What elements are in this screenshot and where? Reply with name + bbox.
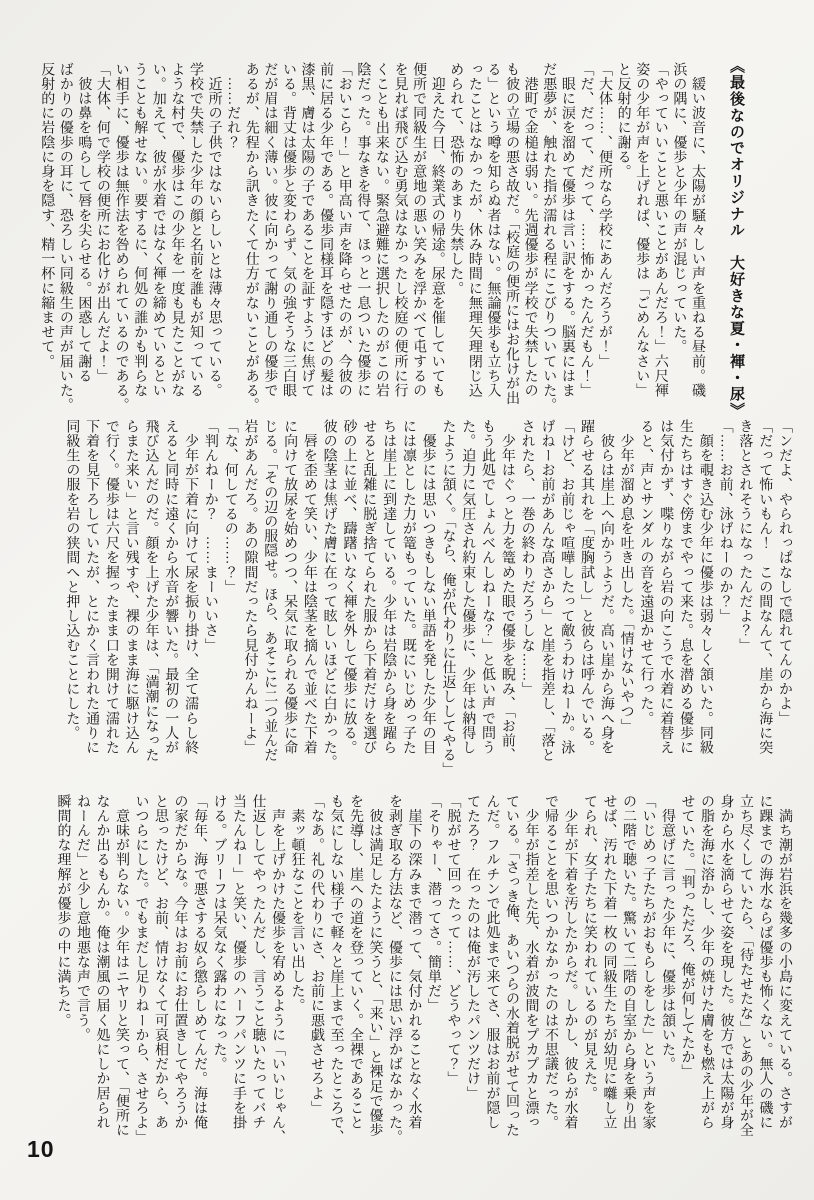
text-column: 飛び込んだのだ。顔を上げた少年は、「満潮になった [143, 419, 159, 763]
text-column: らまた来い」と言い残すや、裸のまま海に駆け込ん [123, 419, 139, 755]
text-column: ちは崖上に到達している。少年は岩陰から身を躍ら [381, 419, 397, 755]
text-column: 眼に涙を溜めて優歩は言い訳をする。脳裏にはま [559, 62, 575, 398]
text-column: に踝までの海水ならば優歩も怖くない。無人の磯に [757, 794, 773, 1130]
text-column: 立ち尽くしていたら、「待たせたな」とあの少年が全 [738, 794, 753, 1138]
text-column: ている。「さっき俺、あいつらの水着脱がせて回った [504, 794, 519, 1138]
text-column: 崖下の深みまで潜って、気付かれることなく水着 [406, 794, 422, 1130]
text-column: げねーお前があんな高さから」と崖を指差し、「落と [539, 419, 555, 763]
text-column: 「だ、だって、だって、……怖かったんだもん！」 [578, 62, 594, 398]
text-column: 「脱がせて回ったって……、どうやって？」 [445, 794, 461, 1086]
text-column: 「大体、何で学校の便所にお化けが出んだよ！」 [95, 62, 110, 384]
text-column: 意味が判らない。少年はニヤリと笑って、「便所に [114, 794, 129, 1138]
text-column: 「なあ。礼の代わりにさ、お前に悪戯させろよ」 [309, 794, 324, 1116]
text-column: 満ち潮が岩浜を幾多の小島に変えている。さすが [777, 794, 792, 1130]
text-column: 優歩には思いつきもしない単語を発した少年の目 [420, 419, 436, 755]
text-column: 身から水を滴らせて姿を現した。彼方では太陽が身 [718, 794, 734, 1130]
text-column: で行く。優歩は六尺を握ったまま口を開けて濡れた [103, 419, 119, 755]
text-column: 顔を覗き込む少年に優歩は弱々しく頷いた。同級 [697, 419, 713, 755]
text-column: の二階で聴いた。驚いて二階の自室から身を乗り出 [621, 794, 636, 1130]
text-column: 彼は満足したように笑うと、「来い」と裸足で優歩 [367, 794, 383, 1138]
text-column: の家だからな。今年はお前にお仕置きしてやろうか [172, 794, 188, 1130]
text-column: 「判んねーか？ ……まーいいさ」 [202, 419, 218, 653]
text-column: ような村で、優歩はこの少年を一度も見たことがな [169, 62, 185, 398]
text-column: もう此処でしょんべんしねーな？」と低い声で問う [480, 419, 496, 755]
text-column: ける。ブリーフは呆気なく露わになった。 [211, 794, 227, 1072]
text-column: められて、恐怖のあまり失禁した。 [448, 62, 464, 296]
text-column: の脂を海に溶かし、少年の焼けた膚をも燃え上がら [699, 794, 714, 1130]
text-column: 「けど、お前じゃ喧嘩したって敵うわけねーか。泳 [559, 419, 575, 755]
text-band-top [37, 62, 706, 413]
text-column: 反射的に岩陰に身を隠す、精一杯に縮ませて。 [39, 62, 55, 369]
text-column: てたろ？ 在ったのは俺が汚したパンツだけ」 [465, 794, 480, 1101]
text-column: せていた。「判っただろ、俺が何してたか」 [679, 794, 695, 1079]
text-column: 便所で同級生が意地の悪い笑みを浮かべて屯するの [411, 62, 427, 398]
text-column: 少年が下着を汚したからだ。しかし、彼らが水着 [562, 794, 578, 1130]
text-column: だが眉は細く薄い。彼に向かって謝り通しの優歩で [262, 62, 278, 398]
text-column: 少年はぐっと力を篭めた眼で優歩を睨み、「お前、 [499, 419, 515, 763]
text-column: で帰ることを思いつかなかったのは不思議だった。 [543, 794, 558, 1130]
text-column: 浜の隅に、優歩と少年の声が混じっていた。 [671, 62, 687, 354]
text-column: されたら、一巻の終わりだろうしな……」 [519, 419, 535, 697]
text-column: 少年が下着に向けて尿を振り掛け、全て濡らし終 [183, 419, 199, 755]
text-column: 「大体……、便所なら学校にあんだろうが！」 [597, 62, 613, 369]
text-column: には凛とした力が篭もっていた。既にいじめっ子た [400, 419, 416, 755]
text-column: 姿の少年が声を上げれば、優歩は「ごめんなさい」 [634, 62, 650, 398]
text-column: えると同時に遠くから水音が響いた。最初の一人が [163, 419, 179, 755]
text-column: 「いじめっ子たちがおもらしをした」という声を家 [640, 794, 656, 1130]
text-column: いる。背丈は優歩と変わらず、気の強そうな三白眼 [280, 62, 296, 398]
text-column: 当たんねー」と笑い、優歩のハーフパンツに手を掛 [231, 794, 246, 1130]
text-column: 少年が指差した先、水着が波間をプカプカと漂っ [523, 794, 539, 1130]
text-column: 仕返ししてやったんだし、言うこと聴いたってバチ [250, 794, 266, 1130]
text-column: んだ。フルチンで此処まで来てさ、服はお前が隠し [484, 794, 500, 1130]
text-column: も彼の立場の悪さ故だ。「校庭の便所にはお化けが出 [504, 62, 520, 406]
text-column: 漆黒、膚は太陽の子であることを証すように焦げて [299, 62, 315, 398]
text-column: 港町で金槌は弱い。先週優歩が学校で失禁したの [522, 62, 538, 398]
text-column: 少年が溜め息を吐き出した。「情けないやつ」 [618, 419, 634, 734]
text-column: ねーんだ」と少し意地悪な声で言う。 [75, 794, 90, 1043]
text-column: いつらにした。でもまだし足りねーから、させろよ」 [133, 794, 149, 1145]
text-column: ……だれ？ [225, 62, 241, 150]
text-column: 唇を歪めて笑い、少年は陰茎を摘んで並べた下着 [301, 419, 317, 755]
text-column: ると、声とサンダルの音を遠退かせて行った。 [638, 419, 654, 726]
text-column: も気にしない様子で軽々と崖上まで至ったところで、 [328, 794, 344, 1145]
text-column: 「ンだよ、やられっぱなしで隠れてんのかよ」 [777, 419, 792, 726]
text-band-middle [62, 419, 794, 777]
text-column: と思ったけど、お前、情けなくて可哀相だから、あ [153, 794, 168, 1130]
text-column: だ悪夢が、触れた指が濡れる程にこびりついていた。 [541, 62, 557, 413]
text-column: 「おいこら！」と甲高い声を降らせたのが、今彼の [336, 62, 352, 398]
text-column: あるが、先程から訊きたくて仕方がないことがある。 [243, 62, 259, 413]
text-column: 砂の上に並べ、躊躇いなく褌を外して優歩に放る。 [341, 419, 357, 755]
text-column: 前に居る少年である。優歩同様耳を隠すほどの髪は [318, 62, 334, 398]
text-column: 陰だった。事なきを得て、ほっと一息ついた優歩に [355, 62, 371, 398]
text-column: 同級生の服を岩の狭間へと押し込むことにした。 [64, 419, 80, 741]
text-column: は気付かず、喋りながら岩の向こうで水着に着替え [658, 419, 674, 755]
text-column: 彼は鼻を鳴らして唇を尖らせる。困惑して謝る [76, 62, 92, 384]
text-column: い相手に、優歩は無作法を咎められているのである。 [113, 62, 129, 413]
text-column: 「毎年、海で悪さする奴ら懲らしめてんだ。海は俺 [192, 794, 207, 1130]
text-column: き落とされそうになったんだよ？」 [737, 419, 753, 653]
text-column: ばかりの優歩の耳に、恐ろしい同級生の声が届いた。 [57, 62, 73, 413]
text-column: い。加えて、彼が水着ではなく褌を締めているとい [150, 62, 166, 398]
text-column: 緩い波音に、太陽が騒々しい声を重ねる昼前。磯 [690, 62, 705, 398]
text-band-bottom [53, 794, 794, 1145]
text-column: 「な、何してるの……？」 [222, 419, 238, 595]
text-column: 「そりゃー、潜ってさ。簡単だ」 [426, 794, 441, 1013]
text-column: 学校で失禁した少年の顔と名前を誰もが知っている [187, 62, 203, 398]
text-column: てられ、女子たちに笑われているのが見えた。 [582, 794, 597, 1101]
text-column: ったことはなかったが、休み時間に無理矢理閉じ込 [466, 62, 482, 398]
page-number: 10 [27, 1136, 55, 1162]
text-column: 素ッ頓狂なことを言い出した。 [289, 794, 305, 1013]
text-column: 得意げに言った少年に、優歩は頷いた。 [660, 794, 675, 1072]
text-column: たように頷く。「なら、俺が代わりに仕返ししてやる」 [440, 419, 456, 777]
text-column: 「……お前、泳げねーのか？」 [717, 419, 733, 624]
text-column: なんか出るもんか。俺は潮風の届く処にしか居られ [94, 794, 110, 1130]
text-column: 声を上げかけた優歩を宥めるように「いいじゃん、 [270, 794, 285, 1145]
text-column: うことも解せない。要するに、何処の誰かも判らな [132, 62, 148, 398]
text-column: と反射的に謝る。 [615, 62, 631, 179]
text-column: 下着を見下ろしていたが、とにかく言われた通りに [84, 419, 100, 755]
text-column: る」という噂を知らぬ者はない。無論優歩も立ち入 [485, 62, 501, 398]
text-column: 彼らは崖上へ向かうようだ。高い崖から海へ身を [598, 419, 614, 755]
text-column: た。迫力に気圧され約束した優歩に、少年は納得し [460, 419, 476, 755]
text-column: じる。「その辺の服隠せ。ほら、あそこに二つ並んだ [262, 419, 278, 763]
text-column: 躍らせる其れを「度胸試し」と彼らは呼んでいる。 [579, 419, 595, 755]
text-column: 近所の子供ではないらしいとは薄々思っている。 [206, 62, 222, 398]
text-column: を見れば飛び込む勇気はなかったし校庭の便所に行 [392, 62, 408, 398]
text-column: 彼の陰茎は焦げた膚に在って眩しいほどに白かった。 [321, 419, 337, 770]
text-column: 「だって怖いもん！ この間なんて、崖から海に突 [757, 419, 773, 755]
page-title: 《最後なのでオリジナル 大好きな夏・褌・尿》 [728, 58, 745, 419]
text-column: 生たちはすぐ傍までやって来た。息を潜める優歩に [678, 419, 694, 755]
text-column: に向けて放尿を始めつつ、呆気に取られる優歩に命 [282, 419, 298, 755]
text-column: 迎えた今日、終業式の帰途。尿意を催していても [429, 62, 445, 398]
text-column: せば、汚れた下着一枚の同級生たちが幼児に囃し立 [601, 794, 617, 1130]
text-column: を先導し、崖への道を登っていく。全裸であること [348, 794, 363, 1130]
text-column: を剥ぎ取る方法など、優歩には思い浮かばなかった。 [387, 794, 402, 1145]
text-column: せると乱雑に脱ぎ捨てられた服から下着だけを選び [361, 419, 377, 755]
text-column: 「やっていいことと悪いことがあんだろ！」六尺褌 [652, 62, 668, 398]
text-column: 瞬間的な理解が優歩の中に満ちた。 [55, 794, 71, 1028]
text-column: 岩があんだろ。あの隙間だったら見付かんねーよ」 [242, 419, 258, 755]
text-column: くことも出来ない。緊急避難に選択したのがこの岩 [373, 62, 389, 398]
